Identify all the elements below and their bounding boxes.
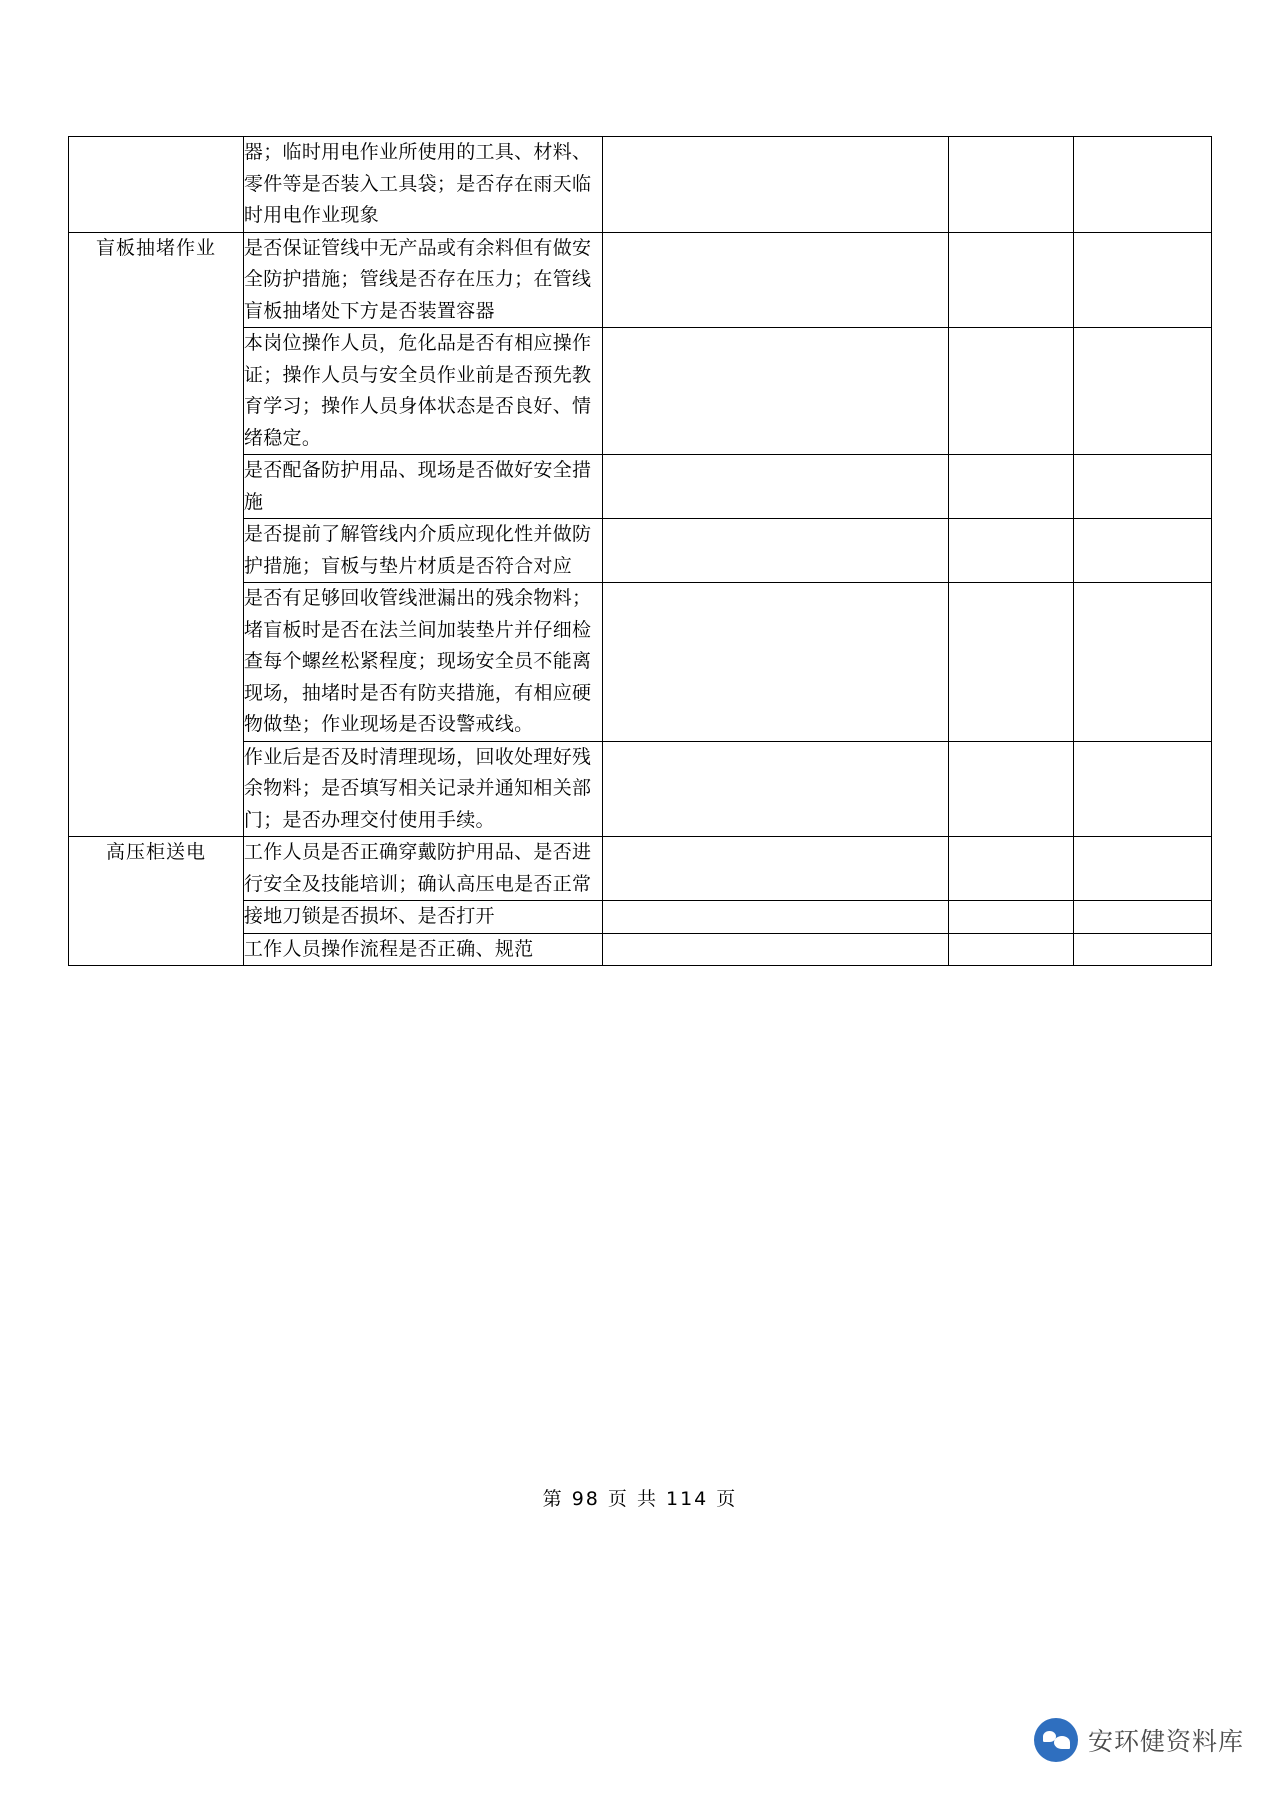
blank-cell-b[interactable] — [948, 741, 1073, 837]
checklist-table — [68, 136, 1212, 966]
blank-cell-a[interactable] — [603, 741, 949, 837]
category-cell-blind-plate: 盲板抽堵作业 — [69, 232, 244, 837]
category-cell-empty — [69, 137, 244, 233]
blank-cell-b[interactable] — [948, 328, 1073, 455]
blank-cell-b[interactable] — [948, 232, 1073, 328]
blank-cell-c[interactable] — [1073, 933, 1211, 966]
blank-cell-a[interactable] — [603, 583, 949, 742]
table-body — [69, 137, 1212, 966]
table-row — [69, 837, 1212, 901]
blank-cell-c[interactable] — [1073, 901, 1211, 934]
table-row — [69, 137, 1212, 233]
blank-cell-a[interactable] — [603, 328, 949, 455]
blank-cell-a[interactable] — [603, 901, 949, 934]
blank-cell-b[interactable] — [948, 933, 1073, 966]
blank-cell-a[interactable] — [603, 232, 949, 328]
watermark — [1034, 1718, 1244, 1762]
blank-cell-a[interactable] — [603, 933, 949, 966]
item-cell: 本岗位操作人员，危化品是否有相应操作证；操作人员与安全员作业前是否预先教育学习；操作人员身体状态是否良好、情绪稳定。 — [243, 328, 602, 455]
item-cell: 接地刀锁是否损坏、是否打开 — [243, 901, 602, 934]
blank-cell-b[interactable] — [948, 583, 1073, 742]
item-cell: 工作人员是否正确穿戴防护用品、是否进行安全及技能培训；确认高压电是否正常 — [243, 837, 602, 901]
blank-cell-a[interactable] — [603, 137, 949, 233]
watermark-label: 安环健资料库 — [1087, 1727, 1244, 1756]
table-row — [69, 232, 1212, 328]
blank-cell-c[interactable] — [1073, 232, 1211, 328]
item-cell: 是否提前了解管线内介质应现化性并做防护措施；盲板与垫片材质是否符合对应 — [243, 519, 602, 583]
blank-cell-c[interactable] — [1073, 137, 1211, 233]
item-cell: 是否保证管线中无产品或有余料但有做安全防护措施；管线是否存在压力；在管线盲板抽堵处下方是否装置容器 — [243, 232, 602, 328]
blank-cell-c[interactable] — [1073, 837, 1211, 901]
item-cell: 器；临时用电作业所使用的工具、材料、零件等是否装入工具袋；是否存在雨天临时用电作业现象 — [243, 137, 602, 233]
blank-cell-b[interactable] — [948, 837, 1073, 901]
item-cell: 是否配备防护用品、现场是否做好安全措施 — [243, 455, 602, 519]
blank-cell-c[interactable] — [1073, 328, 1211, 455]
item-cell: 作业后是否及时清理现场，回收处理好残余物料；是否填写相关记录并通知相关部门；是否办理交付使用手续。 — [243, 741, 602, 837]
item-cell: 工作人员操作流程是否正确、规范 — [243, 933, 602, 966]
blank-cell-a[interactable] — [603, 837, 949, 901]
category-cell-hv-cabinet: 高压柜送电 — [69, 837, 244, 966]
blank-cell-c[interactable] — [1073, 455, 1211, 519]
blank-cell-a[interactable] — [603, 455, 949, 519]
item-cell: 是否有足够回收管线泄漏出的残余物料；堵盲板时是否在法兰间加装垫片并仔细检查每个螺丝松紧程度；现场安全员不能离现场，抽堵时是否有防夹措施，有相应硬物做垫；作业现场是否设警戒线。 — [243, 583, 602, 742]
page-footer: 第 98 页 共 114 页 — [542, 1488, 738, 1510]
blank-cell-b[interactable] — [948, 455, 1073, 519]
blank-cell-b[interactable] — [948, 519, 1073, 583]
blank-cell-b[interactable] — [948, 137, 1073, 233]
blank-cell-a[interactable] — [603, 519, 949, 583]
blank-cell-c[interactable] — [1073, 519, 1211, 583]
blank-cell-c[interactable] — [1073, 583, 1211, 742]
brand-logo-icon — [1034, 1718, 1078, 1762]
blank-cell-b[interactable] — [948, 901, 1073, 934]
blank-cell-c[interactable] — [1073, 741, 1211, 837]
